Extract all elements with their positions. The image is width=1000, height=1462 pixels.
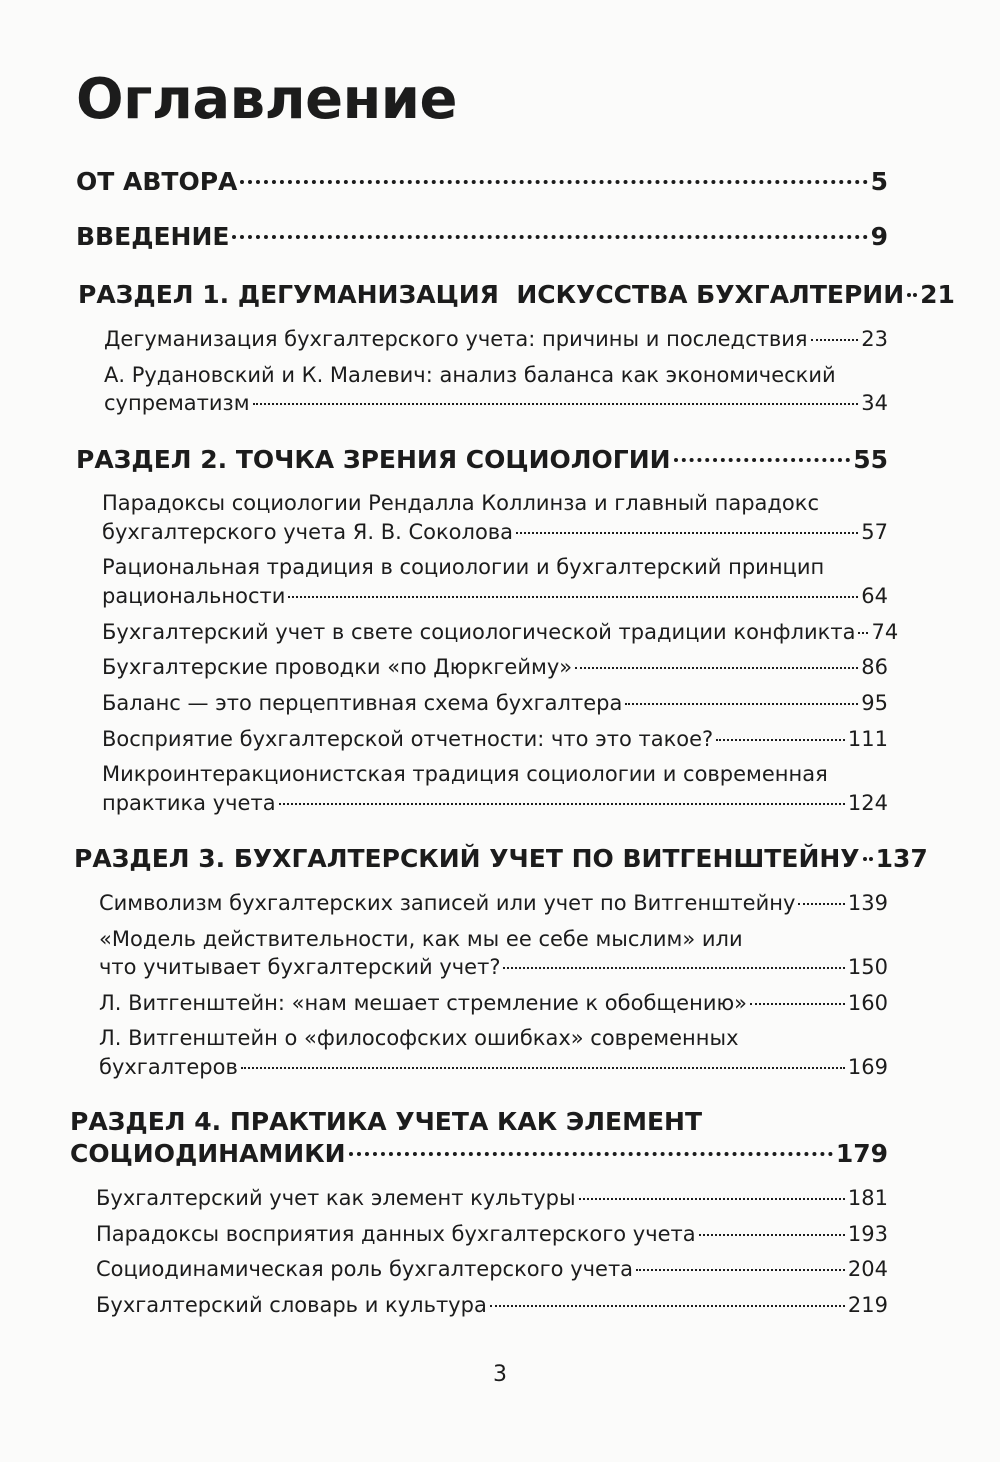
toc-entry-section-2[interactable]: [76, 444, 888, 476]
entry-page: 169: [847, 1055, 888, 1079]
toc-entry-2-4[interactable]: [102, 652, 888, 682]
page-title: Оглавление: [76, 67, 458, 132]
leader-dots: [625, 703, 858, 705]
entry-label: Символизм бухгалтерских записей или учет по Витгенштейну: [99, 891, 796, 915]
toc-entry-section-4-line1: РАЗДЕЛ 4. ПРАКТИКА УЧЕТА КАК ЭЛЕМЕНТ: [70, 1107, 703, 1136]
leader-dots: [232, 235, 867, 239]
leader-dots: [858, 632, 868, 634]
toc-entry-3-3[interactable]: [99, 988, 888, 1018]
entry-label: РАЗДЕЛ 1. ДЕГУМАНИЗАЦИЯ ИСКУССТВА БУХГАЛТЕРИИ: [78, 280, 905, 309]
toc-entry-section-4[interactable]: [70, 1138, 888, 1170]
entry-label: РАЗДЕЛ 2. ТОЧКА ЗРЕНИЯ СОЦИОЛОГИИ: [76, 445, 671, 474]
toc-entry-2-2[interactable]: [102, 581, 888, 611]
leader-dots: [811, 339, 859, 341]
toc-entry-introduction[interactable]: [76, 221, 888, 253]
entry-label: Социодинамическая роль бухгалтерского учета: [96, 1257, 634, 1281]
entry-label: Бухгалтерский словарь и культура: [96, 1293, 487, 1317]
entry-label: бухгалтеров: [99, 1055, 238, 1079]
entry-label: ОТ АВТОРА: [76, 167, 238, 196]
entry-label: супрематизм: [104, 391, 250, 415]
entry-label: Баланс — это перцептивная схема бухгалтера: [102, 691, 623, 715]
entry-page: 160: [847, 991, 888, 1015]
entry-page: 137: [875, 844, 928, 873]
leader-dots: [503, 967, 844, 969]
entry-label: Восприятие бухгалтерской отчетности: что это такое?: [102, 727, 714, 751]
leader-dots: [575, 667, 858, 669]
entry-label: что учитывает бухгалтерский учет?: [99, 955, 501, 979]
entry-label: РАЗДЕЛ 3. БУХГАЛТЕРСКИЙ УЧЕТ ПО ВИТГЕНШТЕЙНУ: [74, 844, 860, 873]
toc-entry-3-4-line1: Л. Витгенштейн о «философских ошибках» современных: [99, 1026, 739, 1050]
leader-dots: [750, 1003, 845, 1005]
entry-page: 139: [847, 891, 888, 915]
entry-page: 181: [847, 1186, 888, 1210]
entry-page: 95: [861, 691, 888, 715]
entry-page: 64: [861, 584, 888, 608]
toc-entry-1-2-line1: А. Рудановский и К. Малевич: анализ баланса как экономический: [104, 363, 836, 387]
toc-entry-2-3[interactable]: [102, 617, 899, 647]
entry-page: 5: [870, 167, 888, 196]
leader-dots: [907, 293, 917, 297]
toc-entry-3-2[interactable]: [99, 952, 888, 982]
toc-entry-2-5[interactable]: [102, 688, 888, 718]
toc-entry-2-7[interactable]: [102, 788, 888, 818]
entry-page: 204: [847, 1257, 888, 1281]
entry-page: 179: [835, 1139, 888, 1168]
entry-page: 111: [847, 727, 888, 751]
leader-dots: [253, 403, 859, 405]
entry-label: бухгалтерского учета Я. В. Соколова: [102, 520, 514, 544]
entry-page: 34: [861, 391, 888, 415]
entry-label: Бухгалтерский учет в свете социологической традиции конфликта: [102, 620, 856, 644]
leader-dots: [279, 803, 845, 805]
toc-entry-3-2-line1: «Модель действительности, как мы ее себе мыслим» или: [99, 927, 743, 951]
entry-page: 193: [847, 1222, 888, 1246]
leader-dots: [674, 458, 851, 462]
toc-entry-1-2[interactable]: [104, 388, 888, 418]
leader-dots: [490, 1305, 845, 1307]
entry-page: 21: [920, 280, 955, 309]
entry-page: 9: [870, 222, 888, 251]
leader-dots: [798, 903, 845, 905]
leader-dots: [349, 1152, 833, 1156]
entry-label: рациональности: [102, 584, 286, 608]
toc-entry-2-1-line1: Парадоксы социологии Рендалла Коллинза и главный парадокс: [102, 491, 820, 515]
entry-label: Л. Витгенштейн: «нам мешает стремление к обобщению»: [99, 991, 747, 1015]
entry-page: 219: [847, 1293, 888, 1317]
leader-dots: [288, 596, 858, 598]
entry-page: 23: [861, 327, 888, 351]
entry-page: 150: [847, 955, 888, 979]
toc-entry-section-3[interactable]: [74, 843, 928, 875]
entry-page: 57: [861, 520, 888, 544]
leader-dots: [699, 1234, 845, 1236]
toc-entry-3-4[interactable]: [99, 1052, 888, 1082]
leader-dots: [516, 532, 858, 534]
toc-entry-3-1[interactable]: [99, 888, 888, 918]
toc-entry-2-1[interactable]: [102, 517, 888, 547]
toc-entry-2-6[interactable]: [102, 724, 888, 754]
toc-entry-2-7-line1: Микроинтеракционистская традиция социологии и современная: [102, 762, 828, 786]
toc-entry-author[interactable]: [76, 166, 888, 198]
toc-entry-4-3[interactable]: [96, 1254, 888, 1284]
entry-page: 124: [847, 791, 888, 815]
toc-entry-4-1[interactable]: [96, 1183, 888, 1213]
toc-entry-1-1[interactable]: [104, 324, 888, 354]
leader-dots: [241, 1067, 845, 1069]
entry-page: 86: [861, 655, 888, 679]
entry-label: Дегуманизация бухгалтерского учета: причины и последствия: [104, 327, 808, 351]
entry-label: практика учета: [102, 791, 276, 815]
leader-dots: [579, 1198, 845, 1200]
leader-dots: [240, 180, 867, 184]
toc-entry-section-1[interactable]: [78, 279, 955, 311]
leader-dots: [636, 1269, 845, 1271]
entry-label: Парадоксы восприятия данных бухгалтерского учета: [96, 1222, 696, 1246]
entry-label: СОЦИОДИНАМИКИ: [70, 1139, 346, 1168]
leader-dots: [716, 739, 845, 741]
leader-dots: [863, 857, 873, 861]
page-number: 3: [493, 1362, 507, 1387]
toc-entry-4-2[interactable]: [96, 1219, 888, 1249]
toc-entry-4-4[interactable]: [96, 1290, 888, 1320]
toc-entry-2-2-line1: Рациональная традиция в социологии и бухгалтерский принцип: [102, 555, 825, 579]
entry-page: 74: [871, 620, 899, 644]
entry-label: ВВЕДЕНИЕ: [76, 222, 230, 251]
entry-label: Бухгалтерский учет как элемент культуры: [96, 1186, 576, 1210]
entry-label: Бухгалтерские проводки «по Дюркгейму»: [102, 655, 573, 679]
entry-page: 55: [853, 445, 888, 474]
